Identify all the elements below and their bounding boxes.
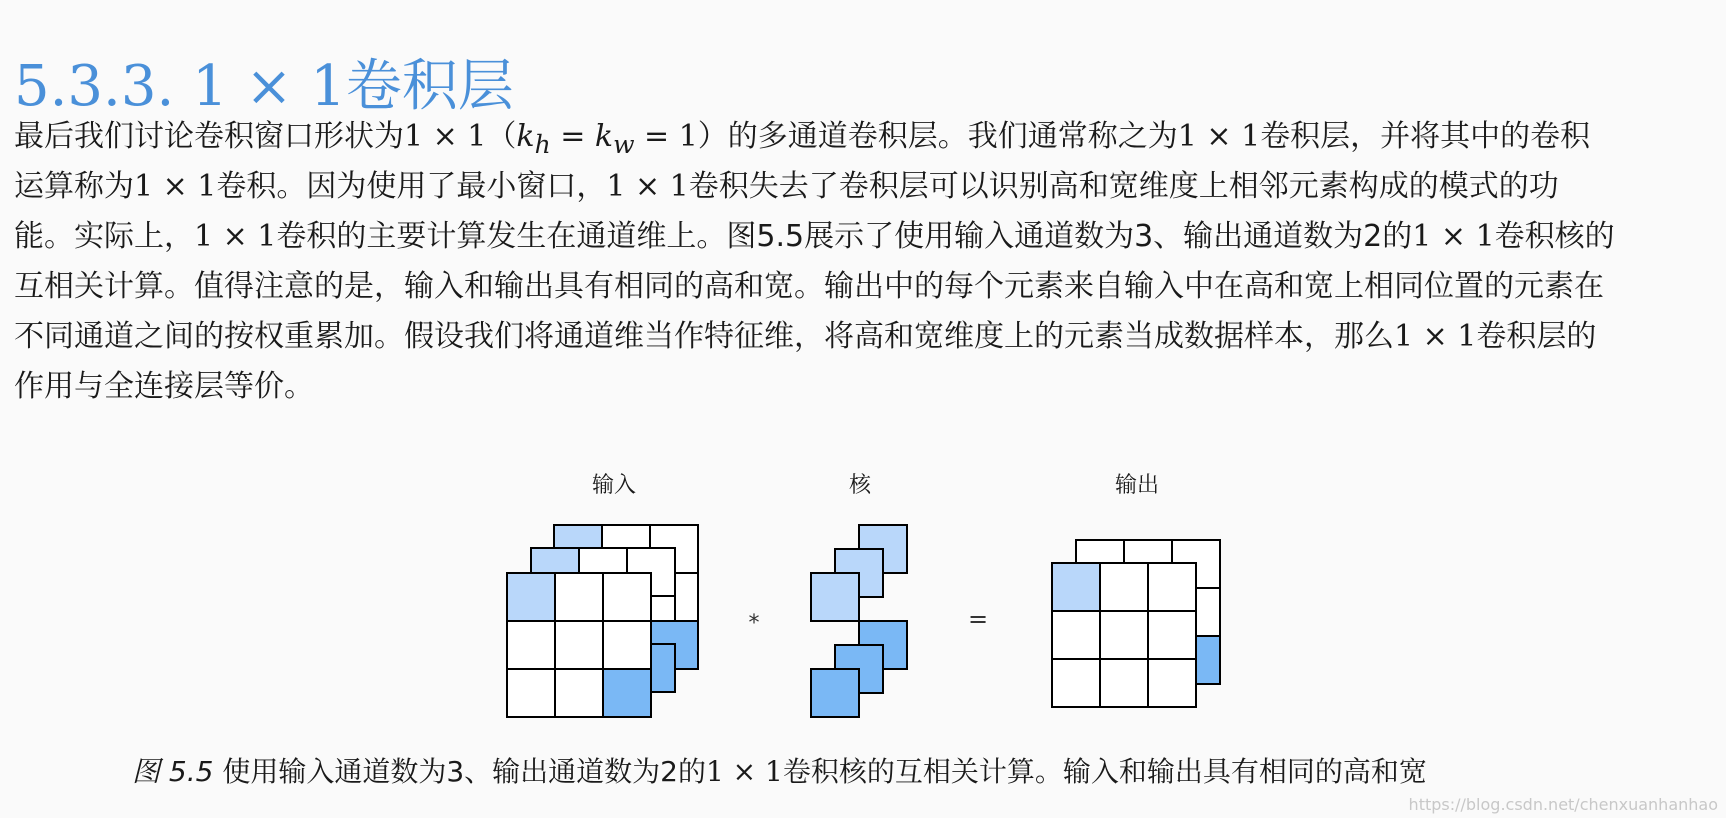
math-sub-h: h — [534, 130, 551, 159]
math-segment: 1 × 1 — [1177, 119, 1261, 154]
grid-cell — [1148, 611, 1196, 659]
grid-cell — [555, 621, 603, 669]
input-front-light-cell — [507, 573, 555, 621]
text-segment: （ — [486, 119, 517, 154]
grid-cell — [603, 669, 651, 717]
caption-math: 1 × 1 — [705, 755, 783, 788]
grid-cell — [555, 573, 603, 621]
text-segment: 最后我们讨论卷积窗口形状为 — [14, 119, 404, 154]
text-segment: 卷积失去了卷积层可以识别高和宽维度上相邻元素构成的模式的功 — [688, 169, 1559, 204]
caption-text: 使用输入通道数为3、输出通道数为2的 — [213, 755, 706, 788]
caption-text: 卷积核的互相关计算。输入和输出具有相同的高和宽 — [782, 755, 1427, 788]
operator-equals: = — [967, 605, 989, 633]
label-input: 输入 — [591, 473, 637, 498]
grid-cell — [603, 621, 651, 669]
label-kernel: 核 — [848, 473, 872, 498]
grid-cell — [1100, 563, 1148, 611]
figure-number: 图 5.5 — [132, 755, 214, 788]
math-segment: 1 × 1 — [134, 169, 217, 204]
text-segment: 卷积层的 — [1476, 319, 1597, 354]
math-segment: 1 × 1 — [194, 219, 277, 254]
text-segment: 运算称为 — [14, 169, 134, 204]
text-segment: ）的多通道卷积层。我们通常称之为 — [697, 119, 1178, 154]
math-k: k — [594, 119, 614, 154]
watermark: https://blog.csdn.net/chenxuanhanhao — [1408, 795, 1718, 814]
grid-cell — [1052, 611, 1100, 659]
grid-cell — [1148, 659, 1196, 707]
grid-cell — [507, 621, 555, 669]
operator-conv: * — [748, 611, 760, 636]
grid-cell — [1052, 563, 1100, 611]
label-output: 输出 — [1114, 473, 1160, 498]
kernel-b-1 — [811, 669, 859, 717]
grid-cell — [507, 669, 555, 717]
section-number: 5.3.3. — [14, 53, 175, 119]
text-segment: 能。实际上， — [14, 219, 194, 254]
paragraph-line-6: 作用与全连接层等价。 — [14, 369, 314, 404]
grid-cell — [1100, 611, 1148, 659]
math-segment: 1 × 1 — [606, 169, 689, 204]
math-eq: = — [550, 119, 595, 154]
text-segment: 卷积层，并将其中的卷积 — [1260, 119, 1591, 154]
text-segment: 卷积核的 — [1494, 219, 1615, 254]
grid-cell — [555, 669, 603, 717]
grid-cell — [1052, 659, 1100, 707]
math-eq: = 1 — [634, 119, 698, 154]
title-math: 1 × 1 — [192, 53, 346, 119]
paragraph-line-4: 互相关计算。值得注意的是，输入和输出具有相同的高和宽。输出中的每个元素来自输入中在高和宽上相同位置的元素在 — [14, 269, 1604, 304]
kernel-a-1 — [811, 573, 859, 621]
math-segment: 1 × 1 — [1412, 219, 1495, 254]
title-text: 卷积层 — [345, 53, 514, 119]
math-sub-w: w — [613, 130, 635, 159]
text-segment: 不同通道之间的按权重累加。假设我们将通道维当作特征维，将高和宽维度上的元素当成数据样本，那么 — [14, 319, 1394, 354]
math-segment: 1 × 1 — [1394, 319, 1477, 354]
math-segment: 1 × 1 — [404, 119, 487, 154]
text-segment: 卷积。因为使用了最小窗口， — [216, 169, 607, 204]
grid-cell — [603, 573, 651, 621]
math-k: k — [516, 119, 535, 154]
output-channel-1 — [1052, 563, 1196, 707]
figure-caption — [132, 752, 1427, 792]
grid-cell — [1100, 659, 1148, 707]
text-segment: 卷积的主要计算发生在通道维上。图5.5展示了使用输入通道数为3、输出通道数为2的 — [276, 219, 1413, 254]
grid-cell — [1148, 563, 1196, 611]
